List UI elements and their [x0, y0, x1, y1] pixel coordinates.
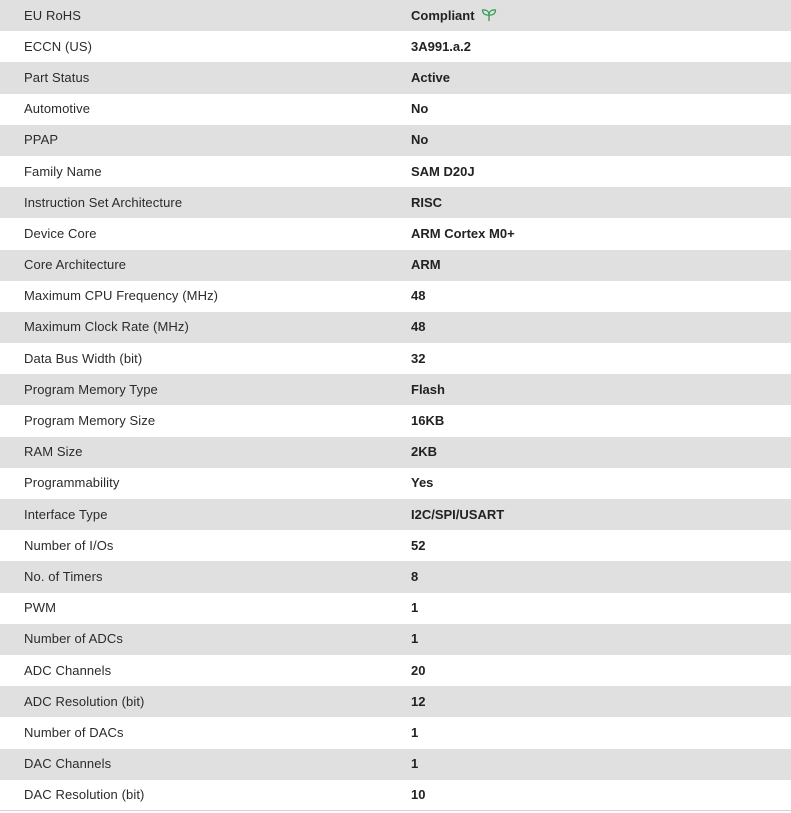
spec-value: 3A991.a.2: [411, 38, 471, 54]
spec-value: SAM D20J: [411, 163, 475, 179]
spec-row-automotive: [0, 94, 791, 125]
spec-value: RISC: [411, 194, 443, 210]
spec-label: Part Status: [24, 69, 90, 85]
spec-label: EU RoHS: [24, 7, 82, 23]
spec-label: Programmability: [24, 475, 120, 491]
spec-label: PPAP: [24, 132, 59, 148]
leaf-icon: [481, 8, 497, 22]
spec-value: 20: [411, 662, 426, 678]
spec-value: No: [411, 132, 429, 148]
spec-label: Number of ADCs: [24, 631, 123, 647]
spec-row-ppap: [0, 125, 791, 156]
spec-row-adc-channels: [0, 655, 791, 686]
spec-row-core-architecture: [0, 250, 791, 281]
spec-label: RAM Size: [24, 444, 83, 460]
spec-value: 10: [411, 780, 791, 811]
spec-value: 2KB: [411, 444, 438, 460]
spec-label: No. of Timers: [24, 568, 103, 584]
spec-label: Program Memory Type: [24, 381, 158, 397]
spec-label: ADC Resolution (bit): [24, 693, 145, 709]
spec-row-pwm: [0, 593, 791, 624]
spec-row-program-memory-type: [0, 374, 791, 405]
spec-label: Maximum CPU Frequency (MHz): [24, 288, 219, 304]
spec-value: 12: [411, 693, 426, 709]
spec-row-number-of-dacs: [0, 717, 791, 748]
spec-label: Interface Type: [24, 506, 108, 522]
spec-row-number-of-adcs: [0, 624, 791, 655]
spec-value: 48: [411, 319, 426, 335]
spec-row-max-clock-rate: [0, 312, 791, 343]
spec-value: I2C/SPI/USART: [411, 506, 505, 522]
spec-row-programmability: [0, 468, 791, 499]
spec-row-device-core: [0, 218, 791, 249]
spec-value: ARM Cortex M0+: [411, 225, 515, 241]
spec-label: Maximum Clock Rate (MHz): [24, 319, 189, 335]
spec-row-data-bus-width: [0, 343, 791, 374]
spec-row-program-memory-size: [0, 405, 791, 436]
spec-label: ADC Channels: [24, 662, 112, 678]
spec-label: Number of I/Os: [24, 537, 114, 553]
spec-value: 1: [411, 600, 419, 616]
spec-value: ARM: [411, 257, 441, 273]
spec-label: Number of DACs: [24, 724, 124, 740]
spec-row-ram-size: [0, 437, 791, 468]
spec-row-dac-channels: [0, 749, 791, 780]
spec-value: Yes: [411, 475, 434, 491]
spec-value: 1: [411, 724, 419, 740]
spec-value: Flash: [411, 381, 445, 397]
spec-label: Core Architecture: [24, 257, 127, 273]
spec-row-adc-resolution: [0, 686, 791, 717]
spec-label: Family Name: [24, 163, 102, 179]
spec-row-eu-rohs: [0, 0, 791, 31]
spec-row-dac-resolution: [0, 780, 791, 811]
spec-label: Instruction Set Architecture: [24, 194, 183, 210]
spec-row-part-status: [0, 62, 791, 93]
spec-value: 1: [411, 756, 419, 772]
spec-value: 32: [411, 350, 426, 366]
spec-row-number-of-ios: [0, 530, 791, 561]
spec-row-eccn: [0, 31, 791, 62]
spec-value: No: [411, 101, 429, 117]
spec-label: Automotive: [24, 101, 91, 117]
spec-value: 48: [411, 288, 426, 304]
spec-value: 52: [411, 537, 426, 553]
spec-label: Data Bus Width (bit): [24, 350, 143, 366]
spec-label: Device Core: [24, 225, 97, 241]
spec-value: 16KB: [411, 413, 445, 429]
spec-label: DAC Resolution (bit): [0, 780, 411, 811]
spec-label: DAC Channels: [24, 756, 112, 772]
spec-row-family-name: [0, 156, 791, 187]
spec-label: PWM: [24, 600, 57, 616]
spec-label: Program Memory Size: [24, 413, 156, 429]
spec-value: Compliant: [411, 7, 475, 23]
spec-value: 1: [411, 631, 419, 647]
spec-row-max-cpu-frequency: [0, 281, 791, 312]
spec-row-interface-type: [0, 499, 791, 530]
spec-value: Active: [411, 69, 451, 85]
spec-row-isa: [0, 187, 791, 218]
spec-value: 8: [411, 568, 419, 584]
spec-label: ECCN (US): [24, 38, 93, 54]
spec-value-cell: [411, 0, 791, 31]
spec-row-number-of-timers: [0, 561, 791, 592]
